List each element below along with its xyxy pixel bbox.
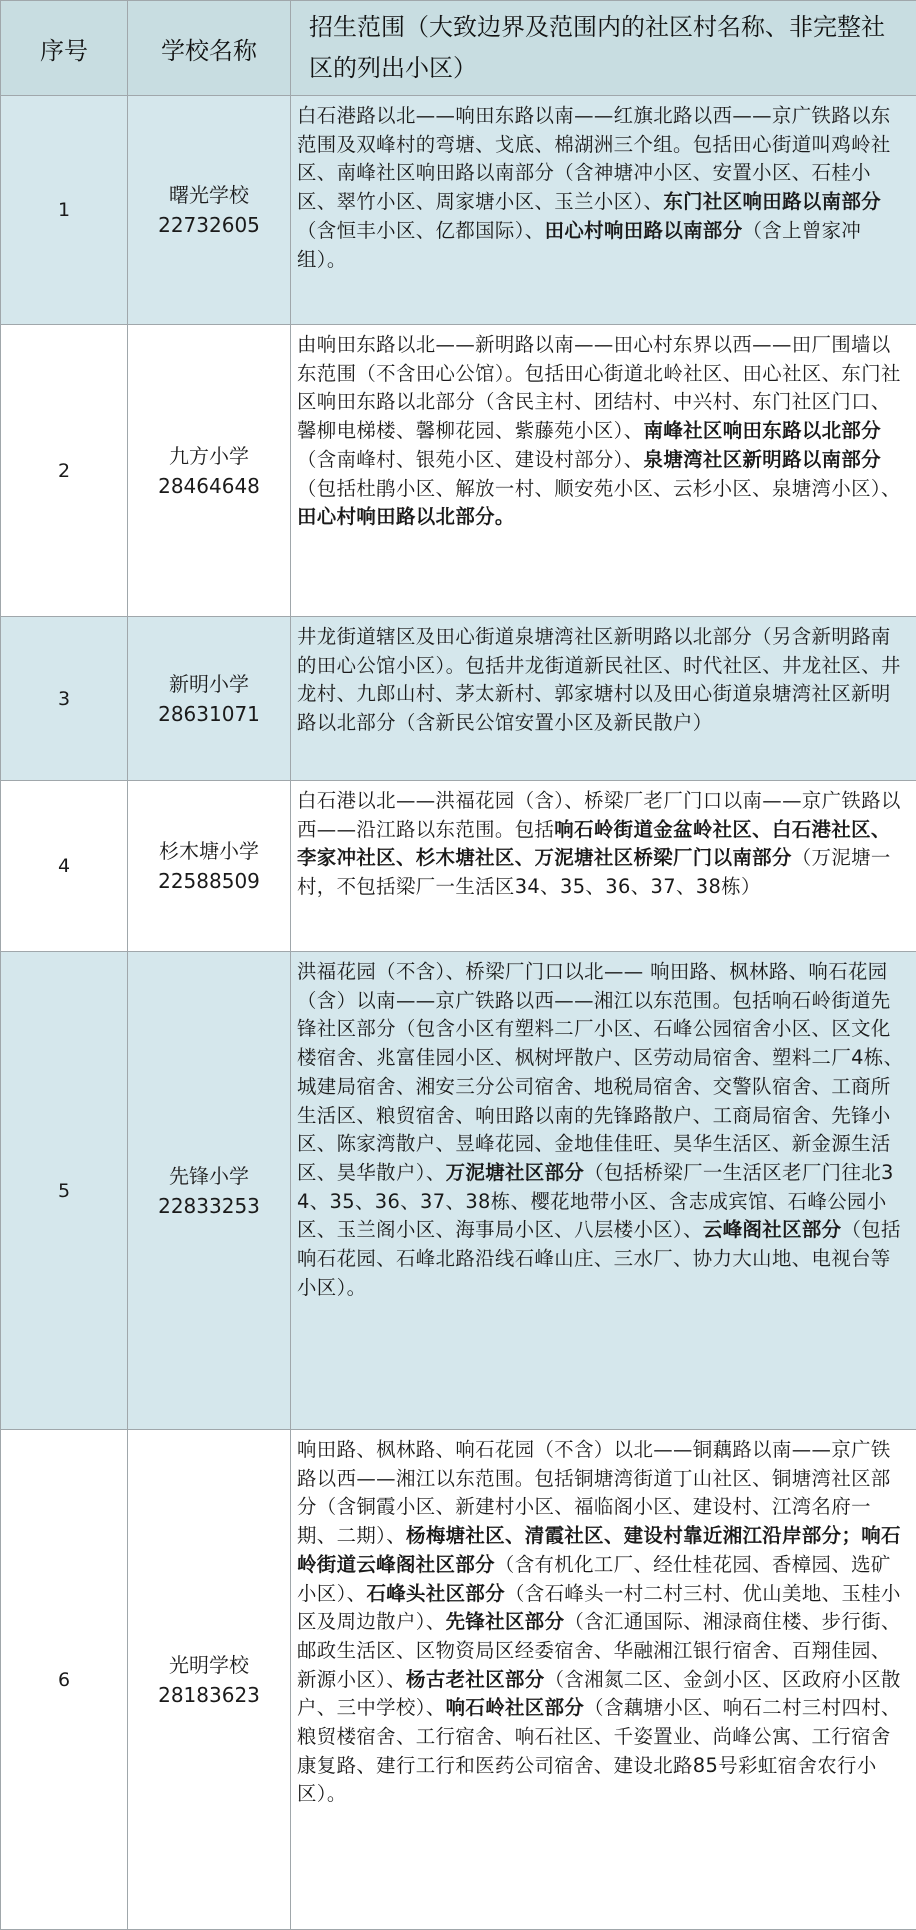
enrollment-scope xyxy=(291,952,916,1430)
row-index: 4 xyxy=(1,781,128,952)
header-scope: 招生范围（大致边界及范围内的社区村名称、非完整社区的列出小区） xyxy=(291,1,916,96)
scope-highlight: 云峰阁社区部分 xyxy=(703,1218,842,1241)
enrollment-scope xyxy=(291,617,916,781)
scope-text: 洪福花园（不含）、桥梁厂门口以北—— 响田路、枫林路、响石花园（含）以南——京广铁路以西——湘江以东范围。包括响石岭街道先锋社区部分（包含小区有塑料二厂小区、石峰公园宿舍小区、区文化楼宿舍、兆富佳园小区、枫树坪散户、区劳动局宿舍、塑料二厂4栋、城建局宿舍、湘安三分公司宿舍、地税局宿舍、交警队宿舍、工商所生活区、粮贸宿舍、响田路以南的先锋路散户、工商局宿舍、先锋小区、陈家湾散户、昱峰花园、金地佳佳旺、昊华生活区、新金源生活区、昊华散户）、 xyxy=(297,960,903,1184)
enrollment-scope xyxy=(291,1430,916,1930)
school-cell xyxy=(128,325,291,617)
scope-highlight: 响石岭街道金盆岭社区、白石港社区、李家冲社区、杉木塘社区、万泥塘社区桥梁厂门以南部分 xyxy=(297,818,891,870)
scope-text: （含有机化工厂、经仕桂花园、香樟园、选矿小区）、 xyxy=(297,1553,891,1605)
school-cell xyxy=(128,952,291,1430)
scope-text: 白石港以北——洪福花园（含）、桥梁厂老厂门口以南——京广铁路以西——沿江路以东范围。包括 xyxy=(297,789,901,841)
school-cell xyxy=(128,96,291,325)
row-index: 1 xyxy=(1,96,128,325)
scope-text: （含恒丰小区、亿都国际）、 xyxy=(297,219,545,242)
scope-highlight: 东门社区响田路以南部分 xyxy=(663,190,881,213)
school-name: 杉木塘小学 xyxy=(129,836,289,866)
school-phone: 22833253 xyxy=(129,1191,289,1221)
scope-highlight: 杨梅塘社区、清霞社区、建设村靠近湘江沿岸部分；响石岭街道云峰阁社区部分 xyxy=(297,1524,901,1576)
school-phone: 28464648 xyxy=(129,471,289,501)
table-row xyxy=(1,325,916,617)
scope-text: （含石峰头一村二村三村、优山美地、玉桂小区及周边散户）、 xyxy=(297,1582,901,1634)
scope-text: （包括桥梁厂一生活区老厂门往北34、35、36、37、38栋、樱花地带小区、含志成宾馆、石峰公园小区、玉兰阁小区、海事局小区、八层楼小区）、 xyxy=(297,1161,894,1241)
scope-highlight: 万泥塘社区部分 xyxy=(446,1161,585,1184)
scope-text: 白石港路以北——响田东路以南——红旗北路以西——京广铁路以东范围及双峰村的弯塘、戈底、棉湖洲三个组。包括田心街道叫鸡岭社区、南峰社区响田路以南部分（含神塘冲小区、安置小区、石桂小区、翠竹小区、周家塘小区、玉兰小区）、 xyxy=(297,104,891,213)
scope-text: （包括响石花园、石峰北路沿线石峰山庄、三水厂、协力大山地、电视台等小区）。 xyxy=(297,1218,901,1298)
school-phone: 28631071 xyxy=(129,699,289,729)
table-row xyxy=(1,781,916,952)
scope-highlight: 泉塘湾社区新明路以南部分 xyxy=(644,448,882,471)
scope-text: 响田路、枫林路、响石花园（不含）以北——铜藕路以南——京广铁路以西——湘江以东范围。包括铜塘湾街道丁山社区、铜塘湾社区部分（含铜霞小区、新建村小区、福临阁小区、建设村、江湾名府一期、二期）、 xyxy=(297,1438,891,1547)
scope-text: （含藕塘小区、响石二村三村四村、粮贸楼宿舍、工行宿舍、响石社区、千姿置业、尚峰公寓、工行宿舍康复路、建行工行和医药公司宿舍、建设北路85号彩虹宿舍农行小区）。 xyxy=(297,1696,901,1805)
scope-highlight: 南峰社区响田东路以北部分 xyxy=(644,419,882,442)
school-phone: 22588509 xyxy=(129,866,289,896)
scope-text: 由响田东路以北——新明路以南——田心村东界以西——田厂围墙以东范围（不含田心公馆）。包括田心街道北岭社区、田心社区、东门社区响田东路以北部分（含民主村、团结村、中兴村、东门社区门口、馨柳电梯楼、馨柳花园、紫藤苑小区）、 xyxy=(297,333,901,442)
scope-highlight: 田心村响田路以北部分。 xyxy=(297,505,515,528)
school-name: 曙光学校 xyxy=(129,180,289,210)
table-row xyxy=(1,1430,916,1930)
scope-highlight: 田心村响田路以南部分 xyxy=(545,219,743,242)
school-name: 九方小学 xyxy=(129,441,289,471)
table-row xyxy=(1,617,916,781)
school-name: 先锋小学 xyxy=(129,1161,289,1191)
header-index: 序号 xyxy=(1,1,128,96)
row-index: 5 xyxy=(1,952,128,1430)
header-row xyxy=(1,1,916,96)
scope-text: （含上曾家冲组）。 xyxy=(297,219,861,271)
school-phone: 22732605 xyxy=(129,210,289,240)
table-row xyxy=(1,952,916,1430)
table-row xyxy=(1,96,916,325)
school-cell xyxy=(128,781,291,952)
school-phone: 28183623 xyxy=(129,1680,289,1710)
school-name: 新明小学 xyxy=(129,669,289,699)
scope-text: （含湘氮二区、金剑小区、区政府小区散户、三中学校）、 xyxy=(297,1668,901,1720)
scope-text: 井龙街道辖区及田心街道泉塘湾社区新明路以北部分（另含新明路南的田心公馆小区）。包括井龙街道新民社区、时代社区、井龙社区、井龙村、九郎山村、茅太新村、郭家塘村以及田心街道泉塘湾社区新明路以北部分（含新民公馆安置小区及新民散户） xyxy=(297,625,901,734)
scope-highlight: 响石岭社区部分 xyxy=(446,1696,585,1719)
row-index: 2 xyxy=(1,325,128,617)
enrollment-scope xyxy=(291,781,916,952)
row-index: 3 xyxy=(1,617,128,781)
header-school: 学校名称 xyxy=(128,1,291,96)
scope-text: （万泥塘一村，不包括梁厂一生活区34、35、36、37、38栋） xyxy=(297,846,891,898)
scope-text: （含汇通国际、湘渌商住楼、步行街、邮政生活区、区物资局区经委宿舍、华融湘江银行宿舍、百翔佳园、新源小区）、 xyxy=(297,1610,901,1690)
row-index: 6 xyxy=(1,1430,128,1930)
scope-highlight: 先锋社区部分 xyxy=(446,1610,565,1633)
scope-highlight: 杨古老社区部分 xyxy=(406,1668,545,1691)
scope-text: （包括杜鹃小区、解放一村、顺安苑小区、云杉小区、泉塘湾小区）、 xyxy=(297,477,901,500)
school-cell xyxy=(128,617,291,781)
school-name: 光明学校 xyxy=(129,1650,289,1680)
scope-highlight: 石峰头社区部分 xyxy=(366,1582,505,1605)
enrollment-scope xyxy=(291,96,916,325)
school-cell xyxy=(128,1430,291,1930)
enrollment-scope xyxy=(291,325,916,617)
scope-text: （含南峰村、银苑小区、建设村部分）、 xyxy=(297,448,644,471)
